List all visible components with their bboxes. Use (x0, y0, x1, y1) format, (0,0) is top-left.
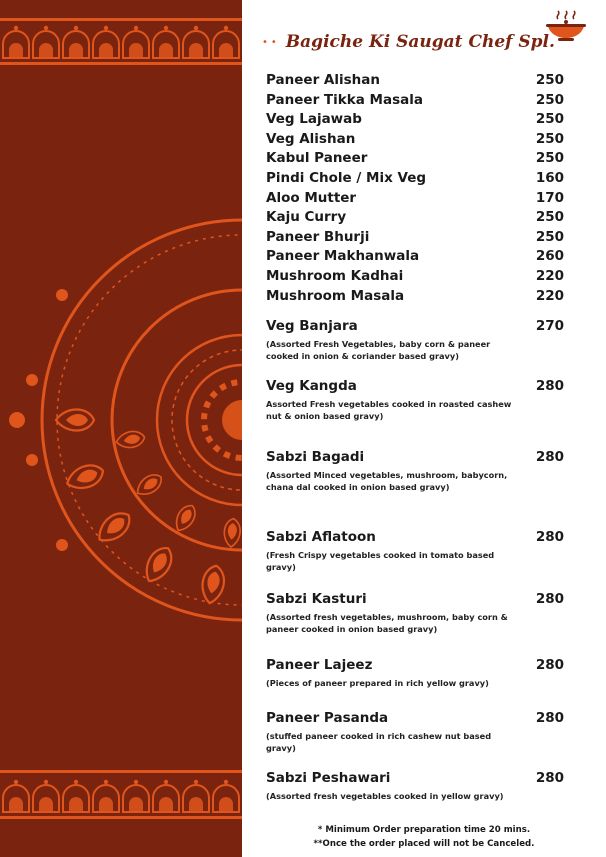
item-price: 170 (535, 189, 564, 206)
item-description: (Assorted Minced vegetables, mushroom, babycorn, chana dal cooked in onion based gravy) (266, 470, 508, 492)
item-description: (Pieces of paneer prepared in rich yellow gravy) (266, 678, 489, 688)
item-price: 280 (535, 591, 564, 607)
item-price: 220 (535, 267, 564, 284)
item-price: 280 (535, 710, 564, 726)
item-price: 260 (535, 248, 564, 265)
item-description: (Fresh Crispy vegetables cooked in tomato based gravy) (266, 550, 495, 572)
item-price: 250 (535, 130, 564, 147)
menu-item (266, 92, 564, 112)
menu-item (266, 209, 564, 229)
item-name: Paneer Lajeez (266, 657, 373, 673)
item-name: Paneer Alishan (266, 72, 380, 88)
item-price: 250 (535, 111, 564, 128)
item-name: Paneer Pasanda (266, 710, 389, 726)
item-name: Sabzi Peshawari (266, 770, 391, 786)
item-name: Veg Lajawab (266, 111, 362, 128)
item-price: 160 (535, 169, 564, 186)
section-header (262, 28, 555, 56)
menu-item-detailed (266, 449, 564, 493)
item-description: (Assorted fresh vegetables, mushroom, baby corn & paneer cooked in onion based gravy) (266, 612, 508, 634)
item-name: Sabzi Aflatoon (266, 529, 376, 545)
item-name: Pindi Chole / Mix Veg (266, 169, 427, 186)
menu-item-detailed (266, 657, 564, 689)
serving-dish-icon (544, 10, 588, 44)
section-title: Bagiche Ki Saugat Chef Spl. (285, 32, 555, 52)
item-name: Kabul Paneer (266, 150, 368, 167)
item-name: Mushroom Masala (266, 287, 405, 304)
menu-item (266, 190, 564, 210)
item-price: 280 (535, 449, 564, 465)
item-name: Paneer Makhanwala (266, 248, 420, 265)
item-price: 220 (535, 287, 564, 304)
item-name: Veg Kangda (266, 378, 357, 394)
menu-item (266, 229, 564, 249)
item-description: (stuffed paneer cooked in rich cashew nut based gravy) (266, 731, 492, 753)
item-price: 250 (535, 209, 564, 226)
item-price: 250 (535, 72, 564, 88)
menu-item-detailed (266, 318, 564, 362)
menu-list (266, 72, 564, 307)
item-name: Sabzi Kasturi (266, 591, 367, 607)
menu-item (266, 288, 564, 308)
menu-item-detailed (266, 770, 564, 802)
item-name: Paneer Tikka Masala (266, 91, 423, 108)
menu-item (266, 170, 564, 190)
item-description: Assorted Fresh vegetables cooked in roasted cashew nut & onion based gravy) (266, 399, 512, 421)
menu-item (266, 150, 564, 170)
item-price: 280 (535, 770, 564, 786)
title-decoration: •• (262, 36, 280, 48)
menu-item-detailed (266, 591, 564, 635)
menu-item-detailed (266, 529, 564, 573)
menu-item-detailed (266, 378, 564, 422)
item-name: Aloo Mutter (266, 189, 357, 206)
menu-panel (242, 0, 606, 857)
item-name: Kaju Curry (266, 209, 347, 226)
item-description: (Assorted Fresh Vegetables, baby corn & paneer cooked in onion & coriander based gravy) (266, 339, 491, 361)
item-name: Veg Banjara (266, 318, 358, 334)
item-price: 280 (535, 657, 564, 673)
item-name: Sabzi Bagadi (266, 449, 365, 465)
item-price: 250 (535, 91, 564, 108)
item-description: (Assorted fresh vegetables cooked in yellow gravy) (266, 791, 504, 801)
menu-item (266, 131, 564, 151)
item-name: Mushroom Kadhai (266, 267, 404, 284)
menu-item (266, 111, 564, 131)
footnotes (242, 823, 606, 851)
item-name: Paneer Bhurji (266, 228, 370, 245)
item-name: Veg Alishan (266, 130, 356, 147)
decorative-panel (0, 0, 242, 857)
item-price: 270 (535, 318, 564, 334)
footnote: **Once the order placed will not be Canceled. (313, 839, 535, 849)
item-price: 250 (535, 150, 564, 167)
item-price: 280 (535, 529, 564, 545)
menu-item (266, 72, 564, 92)
menu-item-detailed (266, 710, 564, 754)
footnote: * Minimum Order preparation time 20 mins. (317, 825, 531, 835)
menu-item (266, 268, 564, 288)
menu-item (266, 248, 564, 268)
item-price: 280 (535, 378, 564, 394)
item-price: 250 (535, 228, 564, 245)
mandala-pattern-icon (0, 0, 242, 857)
